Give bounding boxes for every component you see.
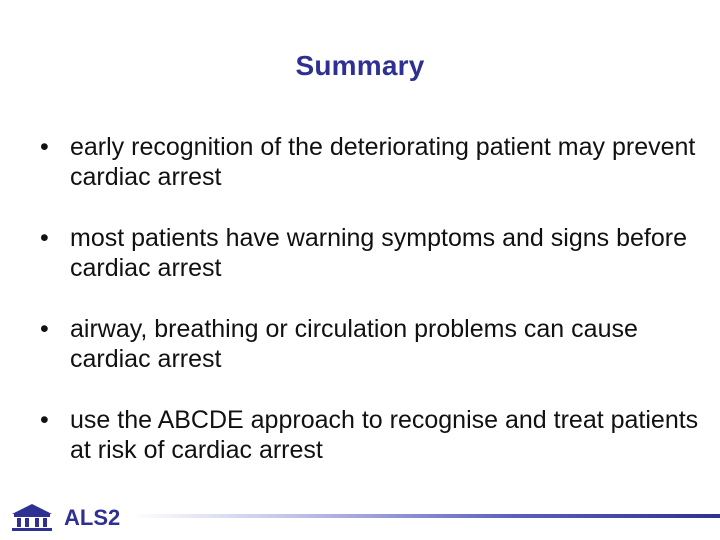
bullet-text: use the ABCDE approach to recognise and treat patients at risk of cardiac arrest (70, 406, 699, 464)
bullet-text: early recognition of the deteriorating patient may prevent cardiac arrest (70, 133, 696, 191)
footer-divider-line (132, 514, 720, 518)
bullet-marker: • (40, 133, 49, 161)
bullet-item (40, 223, 700, 283)
bullet-marker: • (40, 315, 49, 343)
bullet-text: airway, breathing or circulation problems can cause cardiac arrest (70, 315, 638, 373)
bullet-list (40, 132, 700, 496)
bullet-text: most patients have warning symptoms and signs before cardiac arrest (70, 224, 687, 282)
bullet-item (40, 405, 700, 465)
logo-text: ALS2 (64, 505, 121, 530)
footer (0, 498, 720, 538)
bullet-marker: • (40, 406, 49, 434)
bullet-item (40, 132, 700, 192)
building-icon (8, 500, 56, 532)
bullet-marker: • (40, 224, 49, 252)
als-logo (8, 500, 128, 534)
slide-title: Summary (295, 50, 425, 81)
bullet-item (40, 314, 700, 374)
